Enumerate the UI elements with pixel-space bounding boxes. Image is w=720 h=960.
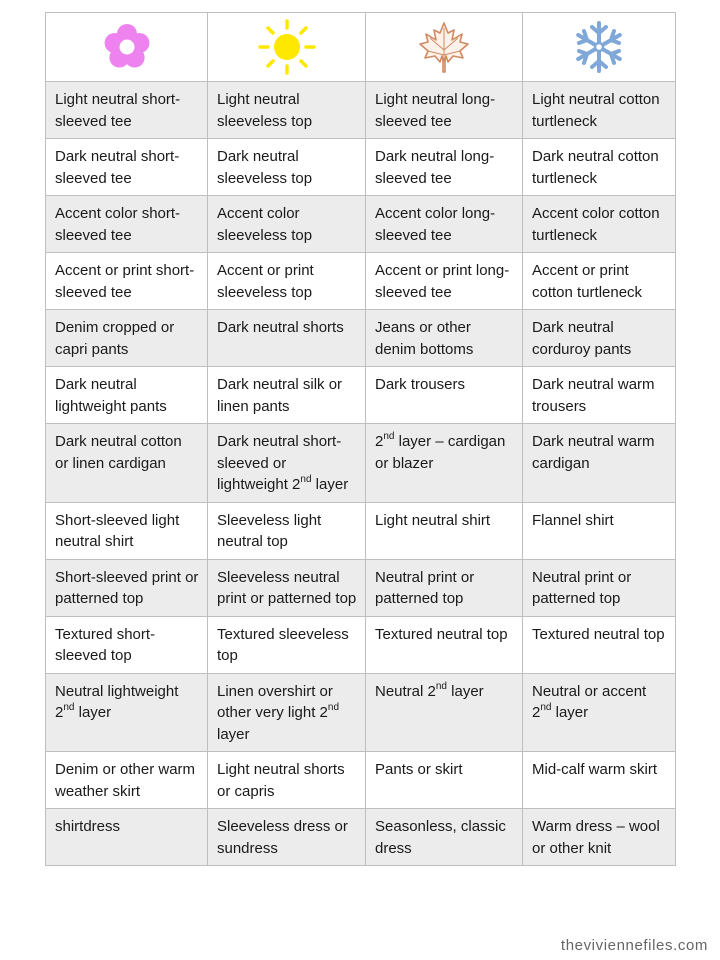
table-cell: Mid-calf warm skirt <box>523 752 676 809</box>
table-row <box>46 310 676 367</box>
table-cell: Dark neutral corduroy pants <box>523 310 676 367</box>
table-row <box>46 559 676 616</box>
table-cell: Linen overshirt or other very light 2nd layer <box>208 673 366 752</box>
table-row <box>46 424 676 503</box>
spring-header <box>46 13 208 82</box>
season-icon-row <box>46 13 676 82</box>
table-cell: Accent or print cotton turtleneck <box>523 253 676 310</box>
table-cell: Dark neutral warm cardigan <box>523 424 676 503</box>
table-cell: Neutral 2nd layer <box>366 673 523 752</box>
sun-icon <box>257 19 317 75</box>
table-cell: Neutral or accent 2nd layer <box>523 673 676 752</box>
table-cell: Short-sleeved print or patterned top <box>46 559 208 616</box>
site-credit: theviviennefiles.com <box>560 937 708 954</box>
table-row <box>46 253 676 310</box>
seasonal-wardrobe-table <box>45 12 676 866</box>
table-cell: Dark neutral lightweight pants <box>46 367 208 424</box>
table-cell: Dark neutral sleeveless top <box>208 139 366 196</box>
table-row <box>46 502 676 559</box>
summer-header <box>208 13 366 82</box>
table-cell: Light neutral shorts or capris <box>208 752 366 809</box>
table-cell: Textured neutral top <box>366 616 523 673</box>
table-cell: Neutral print or patterned top <box>523 559 676 616</box>
table-cell: Short-sleeved light neutral shirt <box>46 502 208 559</box>
table-cell: Dark neutral short-sleeved or lightweight 2nd layer <box>208 424 366 503</box>
table-cell: 2nd layer – cardigan or blazer <box>366 424 523 503</box>
table-row <box>46 752 676 809</box>
winter-header <box>523 13 676 82</box>
table-cell: Sleeveless light neutral top <box>208 502 366 559</box>
table-row <box>46 809 676 866</box>
table-row <box>46 367 676 424</box>
table-cell: Textured sleeveless top <box>208 616 366 673</box>
table-cell: Neutral print or patterned top <box>366 559 523 616</box>
table-cell: Pants or skirt <box>366 752 523 809</box>
table-cell: Accent color cotton turtleneck <box>523 196 676 253</box>
table-cell: Jeans or other denim bottoms <box>366 310 523 367</box>
table-cell: Dark neutral shorts <box>208 310 366 367</box>
table-cell: Dark neutral cotton turtleneck <box>523 139 676 196</box>
table-cell: Accent or print short-sleeved tee <box>46 253 208 310</box>
table-cell: shirtdress <box>46 809 208 866</box>
table-row <box>46 139 676 196</box>
table-cell: Seasonless, classic dress <box>366 809 523 866</box>
table-cell: Light neutral long-sleeved tee <box>366 82 523 139</box>
table-cell: Accent color sleeveless top <box>208 196 366 253</box>
table-cell: Sleeveless neutral print or patterned top <box>208 559 366 616</box>
table-cell: Light neutral shirt <box>366 502 523 559</box>
table-cell: Textured neutral top <box>523 616 676 673</box>
table-cell: Light neutral short-sleeved tee <box>46 82 208 139</box>
table-cell: Denim or other warm weather skirt <box>46 752 208 809</box>
table-row <box>46 82 676 139</box>
table-cell: Accent or print sleeveless top <box>208 253 366 310</box>
table-cell: Dark neutral long-sleeved tee <box>366 139 523 196</box>
table-cell: Light neutral cotton turtleneck <box>523 82 676 139</box>
table-cell: Flannel shirt <box>523 502 676 559</box>
table-row <box>46 196 676 253</box>
table-row <box>46 616 676 673</box>
table-cell: Light neutral sleeveless top <box>208 82 366 139</box>
snowflake-icon <box>573 20 625 74</box>
flower-icon <box>102 22 152 72</box>
maple-leaf-icon <box>418 20 470 74</box>
fall-header <box>366 13 523 82</box>
table-cell: Dark neutral warm trousers <box>523 367 676 424</box>
table-cell: Denim cropped or capri pants <box>46 310 208 367</box>
table-cell: Accent color long-sleeved tee <box>366 196 523 253</box>
table-cell: Dark neutral silk or linen pants <box>208 367 366 424</box>
table-row <box>46 673 676 752</box>
table-cell: Dark neutral cotton or linen cardigan <box>46 424 208 503</box>
table-cell: Warm dress – wool or other knit <box>523 809 676 866</box>
table-cell: Textured short-sleeved top <box>46 616 208 673</box>
table-cell: Accent color short-sleeved tee <box>46 196 208 253</box>
table-cell: Dark neutral short-sleeved tee <box>46 139 208 196</box>
table-cell: Sleeveless dress or sundress <box>208 809 366 866</box>
table-cell: Dark trousers <box>366 367 523 424</box>
table-cell: Accent or print long-sleeved tee <box>366 253 523 310</box>
table-cell: Neutral lightweight 2nd layer <box>46 673 208 752</box>
